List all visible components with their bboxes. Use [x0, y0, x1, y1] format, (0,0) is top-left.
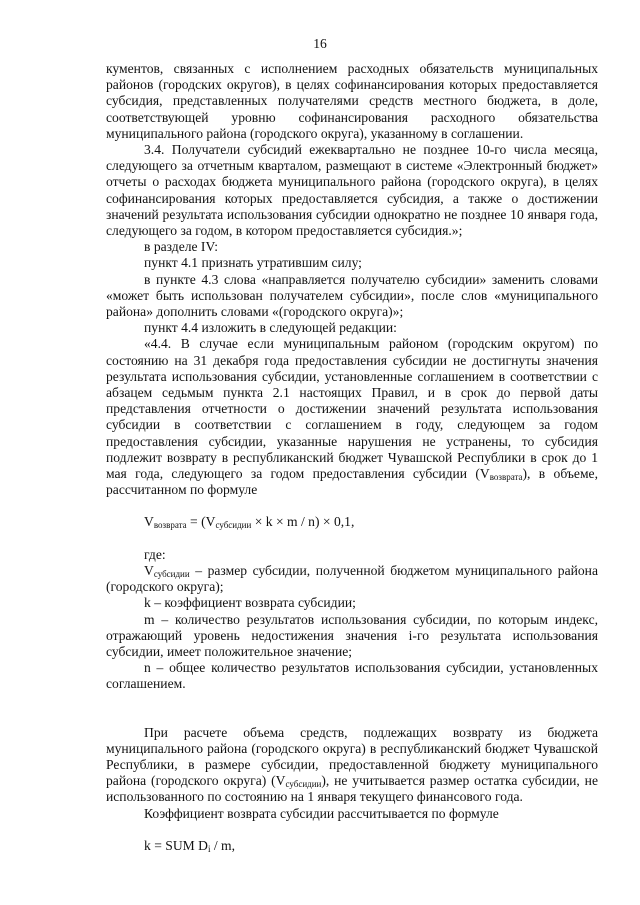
paragraph-4-4-intro: пункт 4.4 изложить в следующей редакции:	[144, 320, 397, 336]
formula-coefficient	[106, 838, 598, 854]
definition-k: k – коэффициент возврата субсидии;	[144, 595, 356, 611]
formula-v-subscript: возврата	[153, 520, 187, 531]
paragraph-3-4: 3.4. Получатели субсидий ежеквартально не позднее 10-го числа месяца, следующего за отчетным кварталом, размещают в системе «Электронный бюджет» отчеты о расходах бюджета муниципального района (городского округа), в целях софинансирования которых предоставляется субсидия, а также о достижении значений результата использования субсидии однократно не позднее 10 января года, следующего за годом, в котором предоставляется субсидия.»;	[106, 142, 598, 239]
paragraph-calc-b: ), не учитывается размер остатка субсидии, не использованного по состоянию на 1 января текущего финансового года.	[106, 773, 598, 805]
definition-v: V	[144, 562, 154, 578]
definition-n: n – общее количество результатов использования субсидии, установленных соглашением.	[106, 660, 598, 692]
paragraph-calc-a: При расчете объема средств, подлежащих возврату из бюджета муниципального района (городского округа) в республиканский бюджет Чувашской Республики, в размере субсидии, предоставленной бюджету муниципального района (городского округа) (V	[106, 724, 598, 789]
paragraph-4-1: пункт 4.1 признать утратившим силу;	[144, 255, 362, 271]
paragraph-4-3: в пункте 4.3 слова «направляется получателю субсидии» заменить словами «может быть использован получателем субсидии», после слов «муниципального района» дополнить словами «(городского округа)»;	[106, 271, 598, 320]
paragraph-coefficient: Коэффициент возврата субсидии рассчитывается по формуле	[144, 805, 499, 821]
document-body	[106, 61, 598, 854]
spacer	[106, 709, 598, 725]
paragraph-4-4-tail: ), в объеме, рассчитанном по формуле	[106, 466, 598, 498]
paragraph-section-4: в разделе IV:	[144, 239, 219, 255]
paragraph-calc-subscript: субсидии	[285, 779, 322, 790]
spacer	[106, 531, 598, 547]
definition-v-subscript: субсидии	[153, 568, 190, 579]
page-number: 16	[313, 36, 327, 51]
formula-v: V	[144, 514, 154, 530]
paragraph-4-4-subscript: возврата	[489, 472, 523, 483]
formula2-subscript: i	[207, 843, 211, 854]
spacer	[106, 693, 598, 709]
formula-mid: = (V	[186, 514, 216, 530]
formula-rest: × k × m / n) × 0,1,	[251, 514, 355, 530]
paragraph-4-4-text: «4.4. В случае если муниципальным районом (городским округом) по состоянию на 31 декабря года предоставления субсидии не достигнуты значения результата использования субсидии, установленные соглашением в соответствии с абзацем седьмым пункта 2.1 настоящих Правил, и в срок до первой даты представления отчетности о достижении значений результата использования субсидии в соответствии с соглашением в году, следующем за годом предоставления субсидии, указанные нарушения не устранены, то субсидия подлежит возврату в республиканский бюджет Чувашской Республики в срок до 1 мая года, следующего за годом предоставления субсидии (V	[106, 336, 598, 482]
spacer	[106, 822, 598, 838]
formula2-b: / m,	[210, 837, 236, 853]
spacer	[106, 498, 598, 514]
definition-m: m – количество результатов использования субсидии, по которым индекс, отражающий уровень недостижения значения i-го результата использования субсидии, имеет положительное значение;	[106, 611, 598, 659]
paragraph-4-4	[106, 336, 598, 498]
definition-v-text: – размер субсидии, полученной бюджетом муниципального района (городского округа);	[106, 562, 598, 595]
definition-v-subsidy	[106, 563, 598, 595]
formula-mid-subscript: субсидии	[215, 520, 252, 531]
formula-return-volume	[106, 514, 598, 530]
where-label: где:	[144, 546, 166, 562]
paragraph-calc	[106, 725, 598, 806]
paragraph-continuation: кументов, связанных с исполнением расходных обязательств муниципальных районов (городских округов), в целях софинансирования которых предоставляется субсидия, представленных получателями средств местного бюджета, в доле, соответствующей уровню софинансирования расходного обязательства муниципального района (городского округа), указанному в соглашении.	[106, 61, 598, 141]
formula2-a: k = SUM D	[144, 837, 208, 853]
